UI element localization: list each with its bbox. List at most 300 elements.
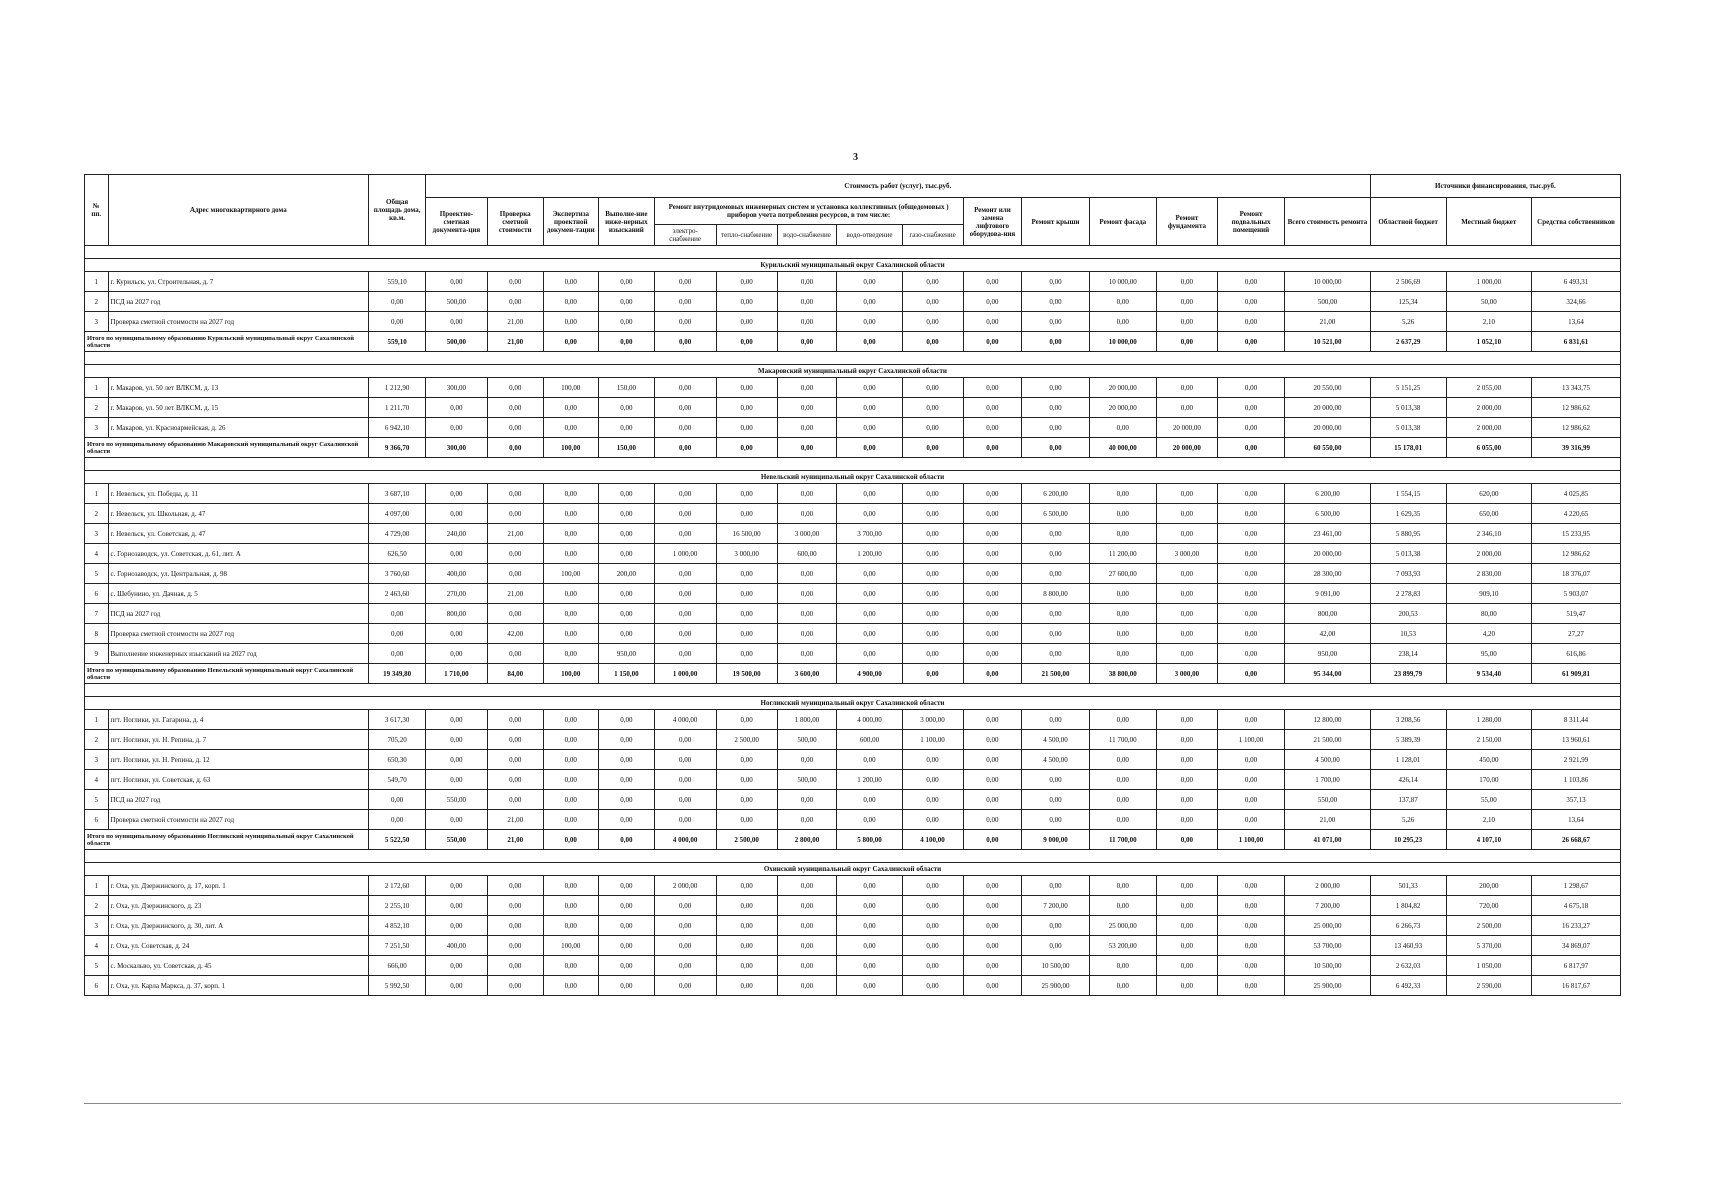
row-value: 626,50 [369, 544, 426, 564]
row-value: 0,00 [716, 504, 777, 524]
row-value: 0,00 [902, 750, 963, 770]
row-value: 0,00 [487, 272, 543, 292]
row-value: 1 200,00 [837, 544, 902, 564]
row-value: 0,00 [963, 504, 1022, 524]
header-estimate-check: Проверка сметной стоимости [487, 198, 543, 246]
row-value: 0,00 [837, 504, 902, 524]
subtotal-value: 41 071,00 [1285, 830, 1371, 850]
row-value: 0,00 [1089, 524, 1156, 544]
row-value: 0,00 [963, 710, 1022, 730]
row-value: 0,00 [1022, 644, 1089, 664]
row-value: 0,00 [716, 916, 777, 936]
row-value: 0,00 [425, 896, 487, 916]
header-work-cost-group: Стоимость работ (услуг), тыс.руб. [425, 175, 1370, 198]
row-value: 0,00 [1156, 584, 1217, 604]
spacer-row [85, 458, 1621, 471]
row-value: 0,00 [369, 624, 426, 644]
subtotal-value: 0,00 [837, 438, 902, 458]
row-value: 0,00 [837, 272, 902, 292]
row-value: 0,00 [543, 292, 599, 312]
row-value: 0,00 [777, 378, 837, 398]
row-value: 10 500,00 [1285, 956, 1371, 976]
row-value: 0,00 [425, 484, 487, 504]
row-value: 0,00 [1217, 604, 1284, 624]
row-value: 0,00 [1022, 418, 1089, 438]
table-row [85, 378, 1621, 398]
row-value: 3 687,10 [369, 484, 426, 504]
row-value: 0,00 [716, 810, 777, 830]
row-value: 0,00 [1089, 710, 1156, 730]
row-address: пгт. Ноглики, ул. Гагарина, д. 4 [108, 710, 369, 730]
row-value: 6 200,00 [1285, 484, 1371, 504]
row-value: 13,64 [1532, 312, 1621, 332]
row-value: 0,00 [777, 810, 837, 830]
row-value: 0,00 [716, 564, 777, 584]
row-value: 500,00 [1285, 292, 1371, 312]
row-value: 0,00 [777, 504, 837, 524]
header-area: Общая площадь дома, кв.м. [369, 175, 426, 246]
subtotal-value: 1 710,00 [425, 664, 487, 684]
row-value: 0,00 [487, 730, 543, 750]
row-value: 1 103,86 [1532, 770, 1621, 790]
row-value: 950,00 [599, 644, 655, 664]
row-value: 0,00 [487, 292, 543, 312]
row-value: 0,00 [1156, 876, 1217, 896]
row-number: 9 [85, 644, 109, 664]
subtotal-label: Итого по муниципальному образованию Курильский муниципальный округ Сахалинской области [85, 332, 369, 352]
row-value: 12 986,62 [1532, 398, 1621, 418]
row-value: 0,00 [543, 584, 599, 604]
row-value: 0,00 [1217, 504, 1284, 524]
table-header [85, 175, 1621, 246]
row-value: 909,10 [1446, 584, 1532, 604]
row-value: 4 220,65 [1532, 504, 1621, 524]
row-value: 0,00 [654, 484, 716, 504]
row-value: 800,00 [425, 604, 487, 624]
row-value: 5 389,39 [1370, 730, 1446, 750]
row-value: 0,00 [1217, 398, 1284, 418]
row-value: 0,00 [425, 312, 487, 332]
row-value: 0,00 [902, 936, 963, 956]
row-value: 0,00 [963, 484, 1022, 504]
row-value: 0,00 [1022, 810, 1089, 830]
row-value: 0,00 [837, 936, 902, 956]
row-value: 12 986,62 [1532, 418, 1621, 438]
subtotal-value: 0,00 [543, 830, 599, 850]
table-row [85, 524, 1621, 544]
subtotal-value: 9 366,70 [369, 438, 426, 458]
row-value: 2 000,00 [1446, 544, 1532, 564]
row-address: г. Курильск, ул. Строительная, д. 7 [108, 272, 369, 292]
subtotal-row [85, 664, 1621, 684]
row-value: 0,00 [1089, 418, 1156, 438]
row-value: 0,00 [837, 584, 902, 604]
row-value: 1 700,00 [1285, 770, 1371, 790]
row-value: 0,00 [837, 604, 902, 624]
row-value: 1 280,00 [1446, 710, 1532, 730]
row-value: 2 346,10 [1446, 524, 1532, 544]
row-value: 0,00 [1217, 976, 1284, 996]
row-value: 0,00 [1217, 312, 1284, 332]
row-value: 0,00 [1022, 272, 1089, 292]
row-value: 0,00 [1217, 544, 1284, 564]
row-value: 0,00 [487, 710, 543, 730]
row-value: 0,00 [654, 730, 716, 750]
row-value: 0,00 [654, 604, 716, 624]
row-value: 0,00 [425, 916, 487, 936]
row-number: 3 [85, 524, 109, 544]
row-value: 0,00 [1089, 644, 1156, 664]
subtotal-value: 500,00 [425, 332, 487, 352]
row-value: 100,00 [543, 936, 599, 956]
table-row [85, 936, 1621, 956]
row-value: 0,00 [1022, 710, 1089, 730]
row-number: 1 [85, 710, 109, 730]
row-value: 13,64 [1532, 810, 1621, 830]
row-value: 25 000,00 [1089, 916, 1156, 936]
row-value: 0,00 [963, 544, 1022, 564]
header-owners-funds: Средства собственников [1532, 198, 1621, 246]
table-row [85, 644, 1621, 664]
row-value: 0,00 [1022, 292, 1089, 312]
row-value: 0,00 [487, 956, 543, 976]
row-value: 21,00 [487, 524, 543, 544]
row-value: 2 172,60 [369, 876, 426, 896]
subtotal-value: 150,00 [599, 438, 655, 458]
subtotal-value: 10 000,00 [1089, 332, 1156, 352]
row-value: 0,00 [654, 524, 716, 544]
subtotal-value: 0,00 [543, 332, 599, 352]
subtotal-value: 0,00 [777, 332, 837, 352]
subtotal-value: 2 637,29 [1370, 332, 1446, 352]
row-value: 0,00 [487, 916, 543, 936]
row-value: 0,00 [963, 378, 1022, 398]
section-header-row [85, 259, 1621, 272]
subtotal-value: 0,00 [1156, 830, 1217, 850]
row-value: 519,47 [1532, 604, 1621, 624]
row-value: 170,00 [1446, 770, 1532, 790]
row-value: 0,00 [1022, 544, 1089, 564]
row-value: 0,00 [902, 312, 963, 332]
row-value: 2,10 [1446, 312, 1532, 332]
table-row [85, 624, 1621, 644]
row-value: 0,00 [654, 916, 716, 936]
table-row [85, 770, 1621, 790]
row-value: 0,00 [425, 398, 487, 418]
row-value: 0,00 [716, 976, 777, 996]
row-number: 3 [85, 750, 109, 770]
row-value: 0,00 [963, 312, 1022, 332]
row-value: 0,00 [487, 378, 543, 398]
row-value: 0,00 [716, 956, 777, 976]
row-value: 0,00 [543, 418, 599, 438]
row-value: 0,00 [716, 644, 777, 664]
row-address: г. Оха, ул. Дзержинского, д. 23 [108, 896, 369, 916]
header-eng-electric: электро-снабжение [654, 225, 716, 246]
table-row [85, 896, 1621, 916]
row-value: 0,00 [1217, 484, 1284, 504]
row-value: 2 000,00 [1446, 398, 1532, 418]
row-number: 3 [85, 312, 109, 332]
subtotal-value: 2 500,00 [716, 830, 777, 850]
subtotal-value: 0,00 [1217, 664, 1284, 684]
row-value: 0,00 [716, 484, 777, 504]
subtotal-value: 40 000,00 [1089, 438, 1156, 458]
table-row [85, 484, 1621, 504]
row-value: 0,00 [1217, 584, 1284, 604]
row-value: 0,00 [837, 896, 902, 916]
row-value: 0,00 [1217, 524, 1284, 544]
section-header-row [85, 697, 1621, 710]
row-value: 0,00 [963, 584, 1022, 604]
header-engineering-group: Ремонт внутридомовых инженерных систем и установка коллективных (общедомовых ) приборов учета потребления ресурсов, в том числе: [654, 198, 963, 225]
header-expertise: Экспертиза проектной докумен-тации [543, 198, 599, 246]
subtotal-value: 300,00 [425, 438, 487, 458]
row-value: 0,00 [716, 936, 777, 956]
header-eng-sewer: водо-отведение [837, 225, 902, 246]
row-value: 0,00 [543, 272, 599, 292]
subtotal-value: 0,00 [1156, 332, 1217, 352]
row-value: 0,00 [543, 810, 599, 830]
row-value: 0,00 [487, 896, 543, 916]
row-value: 300,00 [425, 378, 487, 398]
row-value: 3 208,56 [1370, 710, 1446, 730]
row-value: 0,00 [902, 584, 963, 604]
row-number: 6 [85, 810, 109, 830]
subtotal-value: 1 000,00 [654, 664, 716, 684]
row-value: 0,00 [716, 272, 777, 292]
row-value: 0,00 [599, 272, 655, 292]
header-design-docs: Проектно-сметная документа-ция [425, 198, 487, 246]
row-address: г. Макаров, ул. 50 лет ВЛКСМ, д. 13 [108, 378, 369, 398]
row-value: 0,00 [599, 916, 655, 936]
subtotal-value: 6 831,61 [1532, 332, 1621, 352]
row-value: 0,00 [1217, 936, 1284, 956]
row-value: 0,00 [1156, 504, 1217, 524]
row-value: 0,00 [1217, 644, 1284, 664]
row-value: 324,66 [1532, 292, 1621, 312]
subtotal-value: 61 909,81 [1532, 664, 1621, 684]
subtotal-value: 0,00 [963, 332, 1022, 352]
row-value: 357,13 [1532, 790, 1621, 810]
row-value: 2 632,03 [1370, 956, 1446, 976]
spacer-cell [85, 458, 1621, 471]
row-value: 450,00 [1446, 750, 1532, 770]
row-value: 0,00 [963, 750, 1022, 770]
table-row [85, 604, 1621, 624]
row-value: 6 200,00 [1022, 484, 1089, 504]
row-value: 0,00 [1156, 484, 1217, 504]
table-row [85, 292, 1621, 312]
row-value: 2 500,00 [716, 730, 777, 750]
row-value: 0,00 [963, 790, 1022, 810]
row-value: 0,00 [369, 810, 426, 830]
spacer-row [85, 352, 1621, 365]
row-address: г. Макаров, ул. 50 лет ВЛКСМ, д. 15 [108, 398, 369, 418]
row-value: 25 000,00 [1285, 916, 1371, 936]
row-value: 0,00 [777, 484, 837, 504]
row-value: 616,86 [1532, 644, 1621, 664]
row-value: 0,00 [599, 790, 655, 810]
row-value: 0,00 [1089, 790, 1156, 810]
row-value: 0,00 [487, 876, 543, 896]
row-value: 12 800,00 [1285, 710, 1371, 730]
row-value: 13 960,61 [1532, 730, 1621, 750]
row-number: 6 [85, 584, 109, 604]
row-value: 240,00 [425, 524, 487, 544]
row-value: 1 100,00 [1217, 730, 1284, 750]
row-value: 8 800,00 [1022, 584, 1089, 604]
row-value: 0,00 [599, 750, 655, 770]
row-value: 0,00 [543, 916, 599, 936]
row-number: 1 [85, 378, 109, 398]
row-value: 0,00 [487, 790, 543, 810]
subtotal-value: 0,00 [837, 332, 902, 352]
row-address: г. Невельск, ул. Победы, д. 11 [108, 484, 369, 504]
row-address: ПСД на 2027 год [108, 292, 369, 312]
row-value: 549,70 [369, 770, 426, 790]
row-value: 27,27 [1532, 624, 1621, 644]
row-value: 1 050,00 [1446, 956, 1532, 976]
row-value: 4 500,00 [1022, 750, 1089, 770]
row-value: 0,00 [716, 604, 777, 624]
row-value: 0,00 [902, 956, 963, 976]
row-value: 7 093,93 [1370, 564, 1446, 584]
row-value: 0,00 [654, 624, 716, 644]
row-value: 0,00 [1156, 378, 1217, 398]
row-value: 53 200,00 [1089, 936, 1156, 956]
subtotal-value: 0,00 [963, 438, 1022, 458]
row-value: 20 000,00 [1285, 398, 1371, 418]
row-value: 7 200,00 [1022, 896, 1089, 916]
row-value: 600,00 [837, 730, 902, 750]
row-value: 6 942,10 [369, 418, 426, 438]
row-value: 0,00 [654, 312, 716, 332]
row-value: 0,00 [599, 876, 655, 896]
row-value: 2 506,69 [1370, 272, 1446, 292]
row-value: 0,00 [963, 876, 1022, 896]
table-row [85, 916, 1621, 936]
row-value: 600,00 [777, 544, 837, 564]
section-title: Охинский муниципальный округ Сахалинской области [85, 863, 1621, 876]
row-value: 0,00 [1089, 624, 1156, 644]
row-value: 2 278,83 [1370, 584, 1446, 604]
row-number: 4 [85, 770, 109, 790]
row-value: 0,00 [599, 484, 655, 504]
row-number: 2 [85, 292, 109, 312]
row-value: 0,00 [777, 624, 837, 644]
row-value: 2 000,00 [654, 876, 716, 896]
header-local-budget: Местный бюджет [1446, 198, 1532, 246]
row-value: 7 200,00 [1285, 896, 1371, 916]
row-value: 0,00 [963, 770, 1022, 790]
row-address: г. Оха, ул. Карла Маркса, д. 37, корп. 1 [108, 976, 369, 996]
subtotal-value: 0,00 [902, 332, 963, 352]
header-no: № пп. [85, 175, 109, 246]
row-value: 10 500,00 [1022, 956, 1089, 976]
row-value: 0,00 [902, 604, 963, 624]
row-value: 0,00 [599, 312, 655, 332]
subtotal-value: 0,00 [1022, 438, 1089, 458]
row-value: 0,00 [1217, 810, 1284, 830]
subtotal-value: 0,00 [599, 830, 655, 850]
row-value: 0,00 [599, 504, 655, 524]
row-value: 0,00 [1217, 956, 1284, 976]
row-value: 0,00 [716, 312, 777, 332]
row-value: 0,00 [1217, 378, 1284, 398]
row-value: 0,00 [1022, 916, 1089, 936]
bottom-rule [84, 1103, 1621, 1104]
row-value: 400,00 [425, 564, 487, 584]
row-value: 23 461,00 [1285, 524, 1371, 544]
row-value: 0,00 [543, 312, 599, 332]
row-value: 0,00 [902, 916, 963, 936]
row-value: 0,00 [902, 378, 963, 398]
row-value: 20 000,00 [1156, 418, 1217, 438]
row-value: 0,00 [599, 936, 655, 956]
row-value: 0,00 [1022, 378, 1089, 398]
row-value: 27 600,00 [1089, 564, 1156, 584]
table-row [85, 584, 1621, 604]
row-value: 0,00 [654, 810, 716, 830]
row-address: г. Макаров, ул. Красноармейская, д. 26 [108, 418, 369, 438]
row-value: 0,00 [777, 976, 837, 996]
spacer-row [85, 684, 1621, 697]
row-value: 0,00 [777, 750, 837, 770]
row-value: 1 212,90 [369, 378, 426, 398]
row-value: 0,00 [1022, 564, 1089, 584]
row-value: 0,00 [837, 484, 902, 504]
row-value: 21,00 [1285, 810, 1371, 830]
row-value: 0,00 [543, 790, 599, 810]
table-row [85, 790, 1621, 810]
row-value: 5 370,00 [1446, 936, 1532, 956]
row-value: 0,00 [902, 544, 963, 564]
row-value: 0,00 [543, 710, 599, 730]
row-value: 80,00 [1446, 604, 1532, 624]
row-value: 0,00 [369, 312, 426, 332]
row-value: 6 500,00 [1022, 504, 1089, 524]
row-value: 0,00 [1089, 504, 1156, 524]
row-value: 55,00 [1446, 790, 1532, 810]
row-value: 0,00 [963, 730, 1022, 750]
row-value: 0,00 [543, 896, 599, 916]
subtotal-value: 20 000,00 [1156, 438, 1217, 458]
row-value: 1 800,00 [777, 710, 837, 730]
row-value: 0,00 [1022, 770, 1089, 790]
row-address: с. Горнозаводск, ул. Центральная, д. 98 [108, 564, 369, 584]
subtotal-value: 10 295,23 [1370, 830, 1446, 850]
row-value: 0,00 [777, 896, 837, 916]
row-address: Проверка сметной стоимости на 2027 год [108, 624, 369, 644]
row-value: 0,00 [425, 810, 487, 830]
table-row [85, 810, 1621, 830]
row-value: 8 311,44 [1532, 710, 1621, 730]
header-roof: Ремонт крыши [1022, 198, 1089, 246]
row-value: 18 376,07 [1532, 564, 1621, 584]
subtotal-value: 0,00 [902, 664, 963, 684]
row-value: 0,00 [963, 810, 1022, 830]
table-body [85, 246, 1621, 996]
row-value: 2 000,00 [1285, 876, 1371, 896]
section-header-row [85, 365, 1621, 378]
row-value: 1 100,00 [902, 730, 963, 750]
row-value: 0,00 [599, 896, 655, 916]
row-value: 0,00 [837, 624, 902, 644]
row-address: ПСД на 2027 год [108, 604, 369, 624]
row-address: г. Невельск, ул. Школьная, д. 47 [108, 504, 369, 524]
subtotal-value: 2 800,00 [777, 830, 837, 850]
